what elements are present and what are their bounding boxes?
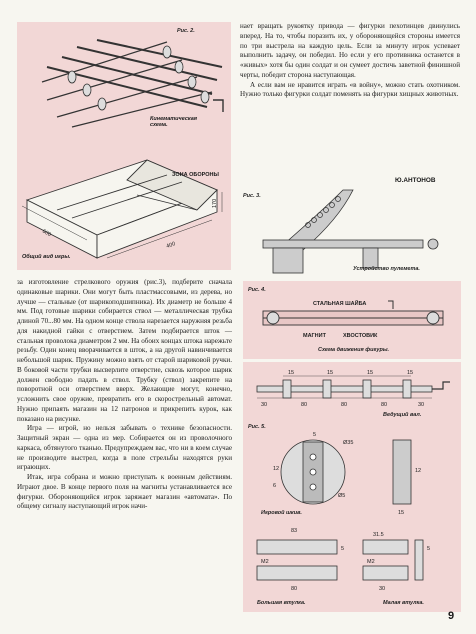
- figure-2-general-view: [17, 140, 231, 270]
- figure-5-label: Рис. 5.: [248, 424, 266, 430]
- right-top-paragraph-2: А если вам не нравится играть «в войну», можно стать охотником. Нужно только фигурки солдат поменять на фигурки хищных животных.: [240, 80, 460, 99]
- bushing-dim-6: M2: [367, 559, 375, 565]
- author: Ю.АНТОНОВ: [395, 177, 436, 184]
- shaft-dim-7: 80: [341, 402, 348, 408]
- bushing-dim-4: 5: [341, 546, 345, 552]
- left-body-text: [17, 278, 232, 512]
- figure-4-drawing: [243, 281, 461, 359]
- shaft-caption: Ведущий вал.: [383, 412, 422, 418]
- dim-400: 400: [165, 241, 177, 250]
- pulley-dim-7: 12: [415, 468, 422, 474]
- small-bushing-caption: Малая втулка.: [383, 600, 424, 606]
- shaft-dim-3: 15: [367, 370, 374, 376]
- zone-label: ЗОНА ОБОРОНЫ: [172, 172, 219, 178]
- shaft-dim-6: 80: [301, 402, 308, 408]
- pulley-dim-6: 15: [398, 510, 405, 516]
- figure-3-caption: Устройство пулемета.: [353, 266, 420, 272]
- shaft-dim-4: 15: [407, 370, 414, 376]
- tail-label: ХВОСТОВИК: [343, 333, 378, 339]
- figure-3-drawing: [243, 185, 463, 275]
- kinematic-caption: Кинематическая схема.: [150, 116, 198, 128]
- body-paragraph-2: Игра — игрой, но нельзя забывать о технике безопасности. Защитный экран — одна из мер. Собирается он из проволочного каркаса, обтянутого тканью. Предупреждаем вас, что ни в коем случае не производите выстрел, когда в поле стрельбы находятся руки играющих.: [17, 424, 232, 472]
- bushing-dim-7: 30: [379, 586, 386, 592]
- figure-3-label: Рис. 3.: [243, 193, 261, 199]
- pulley-dim-3: 12: [273, 466, 280, 472]
- figure-4-caption: Схема движения фигуры.: [318, 347, 390, 353]
- bushing-dim-8: 5: [427, 546, 431, 552]
- pulley-dim-2: Ø35: [343, 440, 354, 446]
- pulley-dim-5: Ø5: [338, 493, 346, 499]
- body-paragraph-3: Итак, игра собрана и можно приступать к военным действиям. Играют двое. В конце первого поля на магниты устанавливается все фигурки. Обороняющийся игрок заряжает магазин «автомата». По общему сигналу наступающий игрок начи-: [17, 473, 232, 511]
- pulley-dim-1: 5: [313, 432, 317, 438]
- pulley-caption: Игровой шкив.: [261, 510, 302, 516]
- general-view-caption: Общий вид игры.: [22, 254, 71, 260]
- body-paragraph-1: за изготовление стрелкового оружия (рис.3), подберите сначала одинаковые шарики. Они могут быть пластмассовыми, из дерева, но лучше — стальные (от шарикоподшипника). Их диаметр не больше 4 мм. Под готовые шарики собирается ствол — металлическая трубка длиной 70...80 мм. На одном конце ствола нарезается наружняя резьба для накидной гайки с отверстием. Затем подбирается шток — стальная проволока диаметром 2 мм. На обоих концах штока нарежьте резьбу. Один конец вворачивается в шток, а на другой навинчивается небольшой шарик. Пружину можно взять от старой шариковой ручки. В боковой части трубки высверлите отверстие, сквозь которое шарик должен свободно падать в ствол. Трубку (ствол) закрепите на поворотной оси отверстием вверх. Желающие могут, конечно, усложнить свое оружие, превратить его в скорострельный автомат. Нужно припаять магазин на 12 патронов и прикрепить курок, как показано на рисунке.: [17, 278, 232, 423]
- figure-5-drawing: [243, 362, 461, 612]
- shaft-dim-9: 30: [418, 402, 425, 408]
- figure-2-label: Рис. 2.: [177, 28, 195, 34]
- dim-170: 170: [212, 198, 218, 208]
- bushing-dim-3: 80: [291, 586, 298, 592]
- shaft-dim-1: 15: [288, 370, 295, 376]
- right-top-paragraph-1: нает вращать рукоятку привода — фигурки пехотинцев двинулись вперед. На то, чтобы поразить их, у обороняющейся стороны имеется по три выстрела на каждую цель. Если за минуту игрок успевает выполнить задачу, он победил. Но если у его противника останется в «живых» хотя бы один солдат и он сумеет достичь заветной финишной черты, победит сторона наступающая.: [240, 22, 460, 79]
- shaft-dim-2: 15: [327, 370, 334, 376]
- shaft-dim-8: 80: [381, 402, 388, 408]
- magnet-label: МАГНИТ: [303, 333, 326, 339]
- dim-600: 600: [41, 228, 52, 239]
- bushing-dim-2: M2: [261, 559, 269, 565]
- page-number: 9: [448, 610, 455, 622]
- figure-4-label: Рис. 4.: [248, 287, 266, 293]
- right-top-text: [240, 22, 460, 100]
- shaft-dim-5: 30: [261, 402, 268, 408]
- bushing-dim-1: 83: [291, 528, 298, 534]
- pulley-dim-4: 6: [273, 483, 277, 489]
- bushing-dim-5: 31.5: [373, 532, 384, 538]
- big-bushing-caption: Большая втулка.: [257, 600, 306, 606]
- steel-washer-label: СТАЛЬНАЯ ШАЙБА: [313, 301, 367, 307]
